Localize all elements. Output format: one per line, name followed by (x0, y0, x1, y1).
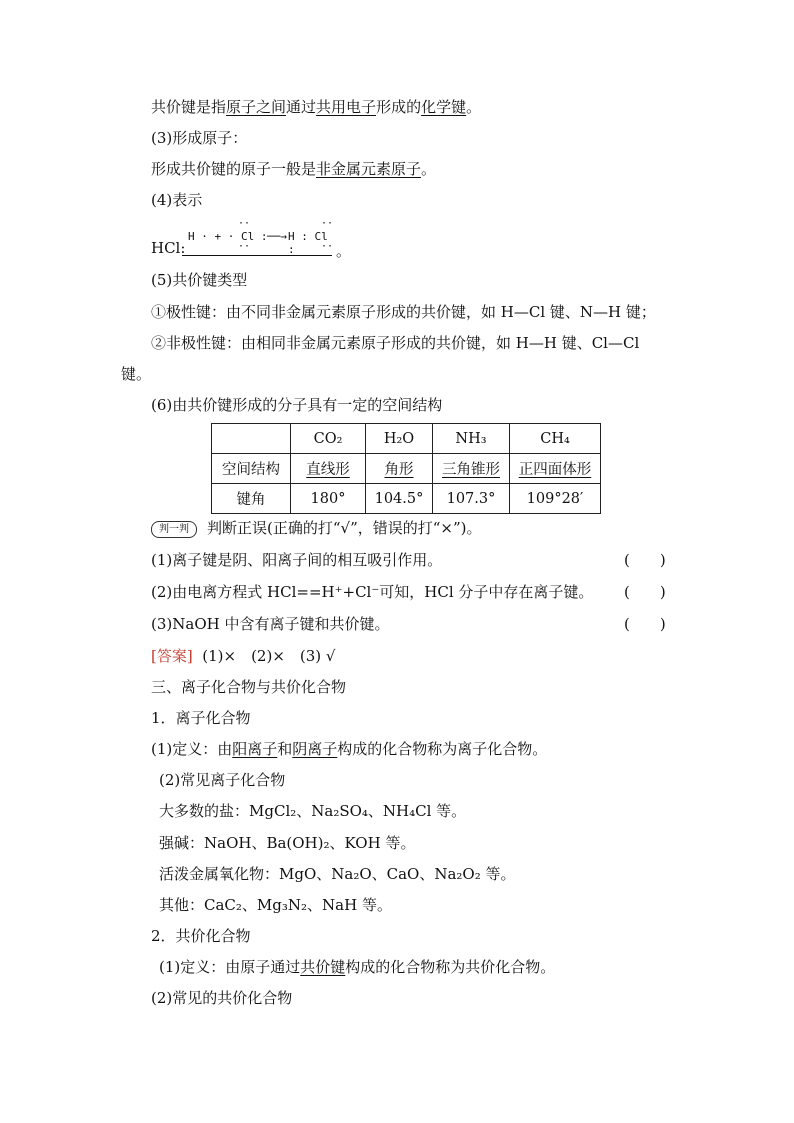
question-2: (2)由电离方程式 HCl==H⁺+Cl⁻可知，HCl 分子中存在离子键。 (151, 583, 594, 601)
polar-bond-line: ①极性键：由不同非金属元素原子形成的共价键，如 H—Cl 键、N—H 键； (151, 303, 656, 321)
ionic-others: 其他：CaC₂、Mg₃N₂、NaH 等。 (159, 896, 392, 914)
question-3: (3)NaOH 中含有离子键和共价键。 (151, 615, 390, 633)
judge-heading: 判一判 判断正误(正确的打“√”，错误的打“×”)。 (151, 518, 482, 538)
electron-dots-top: ·· (321, 218, 334, 229)
ionic-bases: 强碱：NaOH、Ba(OH)₂、KOH 等。 (159, 834, 416, 852)
section-3-text: 形成共价键的原子一般是非金属元素原子。 (151, 160, 437, 178)
electron-dots-bottom: ·· (321, 241, 334, 252)
judge-badge: 判一判 (151, 521, 197, 538)
table-row: 空间结构 直线形 角形 三角锥形 正四面体形 (212, 454, 601, 484)
section-4-title: (4)表示 (151, 191, 203, 209)
covalent-common-title: (2)常见的共价化合物 (151, 989, 293, 1007)
nonpolar-bond-line: ②非极性键：由相同非金属元素原子形成的共价键，如 H—H 键、Cl—Cl (151, 334, 640, 352)
ionic-salts: 大多数的盐：MgCl₂、Na₂SO₄、NH₄Cl 等。 (159, 802, 467, 820)
molecular-structure-table (211, 423, 601, 514)
hcl-lewis-formula: ·· ·· H · + · Cl : ──→ H : Cl : ·· ·· 。 (188, 224, 338, 258)
definition-line: 共价键是指原子之间通过共用电子形成的化学键。 (151, 98, 482, 116)
covalent-definition: (1)定义：由原子通过共价键构成的化合物称为共价化合物。 (159, 958, 556, 976)
electron-dots-top: ·· (238, 218, 251, 229)
answer-blank-3: ( ) (624, 615, 666, 633)
section-heading: 三、离子化合物与共价化合物 (151, 678, 347, 696)
section-3-title: (3)形成原子： (151, 129, 248, 147)
nonpolar-bond-line-cont: 键。 (121, 365, 152, 383)
answer-blank-1: ( ) (624, 551, 666, 569)
ionic-definition: (1)定义：由阳离子和阴离子构成的化合物称为离子化合物。 (151, 740, 548, 758)
covalent-title: 2．共价化合物 (151, 927, 251, 945)
ionic-title: 1．离子化合物 (151, 709, 251, 727)
section-5-title: (5)共价键类型 (151, 271, 248, 289)
electron-dots-bottom: ·· (238, 241, 251, 252)
table-row: 键角 180° 104.5° 107.3° 109°28′ (212, 484, 601, 514)
table-header-row: CO₂ H₂O NH₃ CH₄ (212, 424, 601, 454)
answer-blank-2: ( ) (624, 583, 666, 601)
question-1: (1)离子键是阴、阳离子间的相互吸引作用。 (151, 551, 443, 569)
ionic-common-title: (2)常见离子化合物 (159, 771, 286, 789)
answer-line: [答案] (1)× (2)× (3) √ (151, 647, 336, 665)
section-6-title: (6)由共价键形成的分子具有一定的空间结构 (151, 396, 443, 414)
hcl-label: HCl: (151, 239, 186, 257)
answer-underline (182, 255, 332, 256)
ionic-oxides: 活泼金属氧化物：MgO、Na₂O、CaO、Na₂O₂ 等。 (159, 865, 516, 883)
